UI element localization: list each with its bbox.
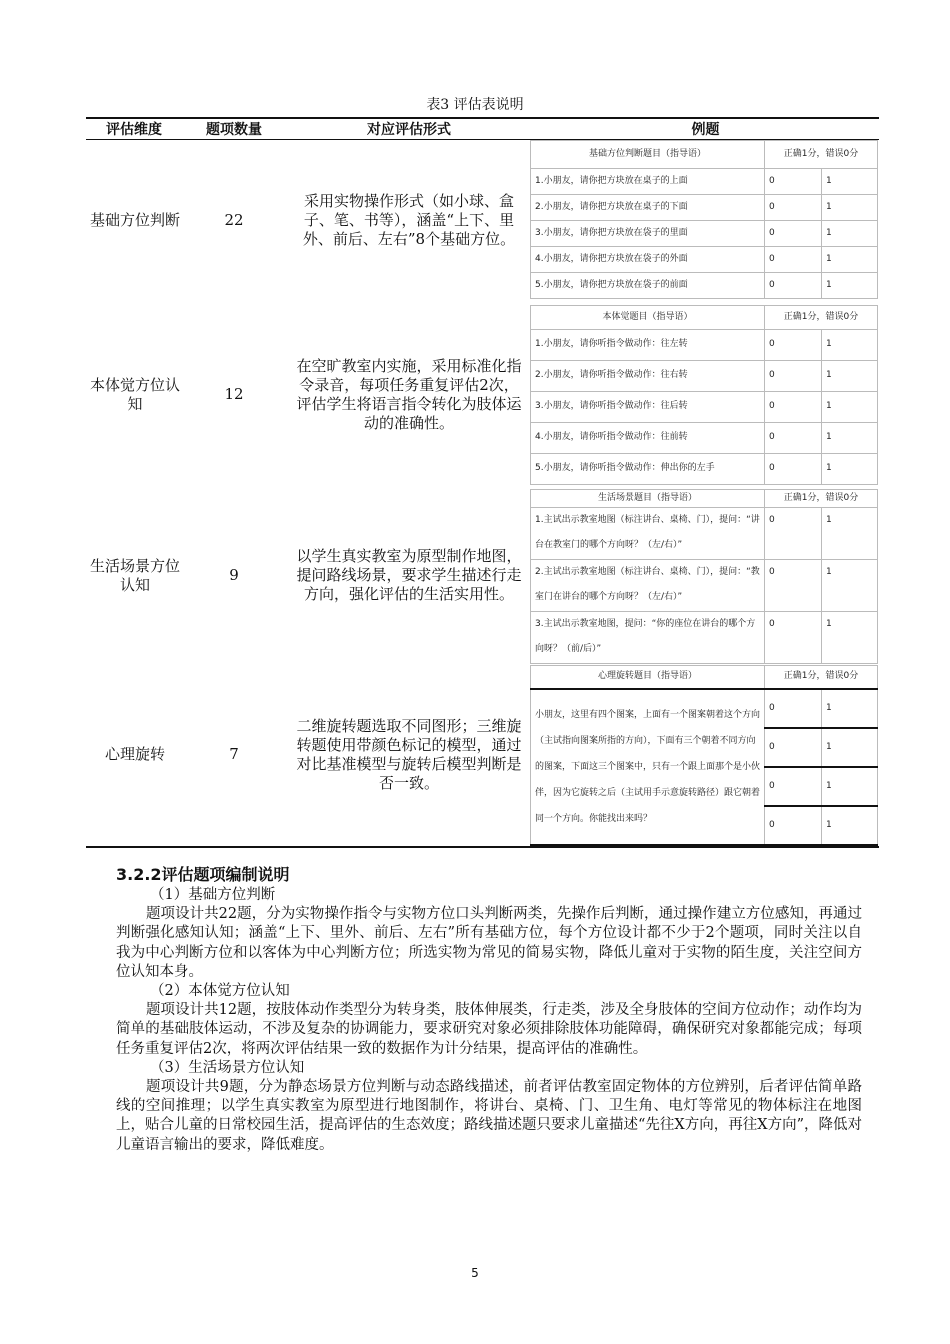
paragraph: 题项设计共12题，按肢体动作类型分为转身类，肢体伸展类，行走类，涉及全身肢体的空间方位动作；动作均为简单的基础肢体运动，不涉及复杂的协调能力，要求研究对象必须排除肢体功能障碍，确保研究对象都能完成；每项任务重复评估2次，将两次评估结果一致的数据作为计分结果，提高评估的准确性。: [116, 1002, 862, 1057]
example-title: 心理旋转题目（指导语）: [531, 665, 765, 689]
form-cell: 二维旋转题选取不同图形；三维旋转题使用带颜色标记的模型，通过对比基准模型与旋转后模型判断是否一致。: [286, 664, 532, 848]
score-zero: 0: [765, 689, 822, 728]
example-title: 基础方位判断题目（指导语）: [531, 141, 765, 169]
example-item: [531, 169, 878, 195]
header-example: 例题: [532, 118, 879, 140]
score-rule: 正确1分，错误0分: [765, 665, 878, 689]
score-one: 1: [822, 689, 878, 728]
example-subtable: [530, 305, 878, 485]
item-text: 3.小朋友，请你听指令做动作：往后转: [531, 391, 765, 422]
example-cell: [532, 488, 879, 664]
score-one: 1: [822, 195, 878, 221]
score-zero: 0: [765, 767, 822, 806]
score-rule: 正确1分，错误0分: [765, 489, 878, 507]
example-item: [531, 422, 878, 453]
item-text: 1.小朋友，请你把方块放在桌子的上面: [531, 169, 765, 195]
item-text: 4.小朋友，请你把方块放在袋子的外面: [531, 247, 765, 273]
example-item: [531, 221, 878, 247]
score-zero: 0: [765, 221, 822, 247]
dimension-cell: 心理旋转: [86, 664, 182, 848]
example-subtable: [530, 665, 878, 847]
example-item: [531, 611, 878, 663]
subsection-title: （2）本体觉方位认知: [150, 983, 290, 1000]
paragraph: 题项设计共22题，分为实物操作指令与实物方位口头判断两类，先操作后判断，通过操作建立方位感知，再通过判断强化感知认知；涵盖“上下、里外、前后、左右”所有基础方位，每个方位设计都不少于2个题项，同时关注以自我为中心判断方位和以客体为中心判断方位；所选实物为常见的简易实物，降低儿童对于实物的陌生度，关注空间方位认知本身。: [116, 906, 862, 980]
score-zero: 0: [765, 360, 822, 391]
form-cell: 在空旷教室内实施，采用标准化指令录音，每项任务重复评估2次，评估学生将语言指令转化为肢体运动的准确性。: [296, 356, 522, 432]
section-heading: 3.2.2评估题项编制说明: [116, 865, 290, 884]
item-text: 5.小朋友，请你把方块放在袋子的前面: [531, 273, 765, 299]
score-zero: 0: [765, 507, 822, 559]
score-one: 1: [822, 391, 878, 422]
score-rule: 正确1分，错误0分: [765, 305, 878, 329]
score-one: 1: [822, 273, 878, 299]
score-one: 1: [822, 169, 878, 195]
dimension-cell: 生活场景方位认知: [90, 556, 181, 594]
score-one: 1: [822, 611, 878, 663]
item-text: 2.主试出示教室地图（标注讲台、桌椅、门），提问：“教室门在讲台的哪个方向呀？（左/右）”: [531, 559, 765, 611]
score-one: 1: [822, 247, 878, 273]
score-one: 1: [822, 422, 878, 453]
item-text: 2.小朋友，请你把方块放在桌子的下面: [531, 195, 765, 221]
score-zero: 0: [765, 169, 822, 195]
count-cell: 22: [224, 211, 244, 230]
form-cell: 以学生真实教室为原型制作地图，提问路线场景，要求学生描述行走方向，强化评估的生活实用性。: [296, 547, 522, 603]
example-item: [531, 453, 878, 484]
score-one: 1: [822, 728, 878, 767]
evaluation-table: [86, 117, 879, 848]
score-one: 1: [822, 360, 878, 391]
score-one: 1: [822, 767, 878, 806]
example-item: [531, 507, 878, 559]
count-cell: 12: [224, 385, 244, 403]
form-cell: 采用实物操作形式（如小球、盒子、笔、书等），涵盖“上下、里外、前后、左右”8个基础方位。: [302, 192, 516, 249]
table-row: [86, 140, 879, 302]
table-row: [86, 302, 879, 488]
score-zero: 0: [765, 611, 822, 663]
score-zero: 0: [765, 728, 822, 767]
table-row: [86, 488, 879, 664]
example-cell: [532, 302, 879, 488]
item-text: 5.小朋友，请你听指令做动作：伸出你的左手: [531, 453, 765, 484]
section-body: [116, 886, 862, 1155]
score-one: 1: [822, 329, 878, 360]
score-one: 1: [822, 806, 878, 845]
score-one: 1: [822, 507, 878, 559]
item-text: 3.小朋友，请你把方块放在袋子的里面: [531, 221, 765, 247]
score-zero: 0: [765, 559, 822, 611]
item-text: 4.小朋友，请你听指令做动作：往前转: [531, 422, 765, 453]
score-zero: 0: [765, 247, 822, 273]
table-header-row: [86, 118, 879, 140]
score-one: 1: [822, 453, 878, 484]
example-item: [531, 195, 878, 221]
instruction-text: 小朋友，这里有四个图案，上面有一个图案朝着这个方向（主试指向图案所指的方向），下面有三个朝着不同方向的图案，下面这三个图案中，只有一个跟上面那个是小伙伴，因为它旋转之后（主试用手示意旋转路径）跟它朝着同一个方向。你能找出来吗？: [531, 689, 765, 845]
table-caption: 表3 评估表说明: [426, 97, 524, 113]
table-row: [86, 664, 879, 848]
score-zero: 0: [765, 422, 822, 453]
dimension-cell: 本体觉方位认知: [90, 375, 181, 413]
example-item: [531, 273, 878, 299]
item-text: 1.主试出示教室地图（标注讲台、桌椅、门），提问：“讲台在教室门的哪个方向呀？（左/右）”: [531, 507, 765, 559]
example-item: [531, 391, 878, 422]
header-count: 题项数量: [182, 118, 286, 140]
example-cell: [532, 664, 879, 848]
dimension-cell: 基础方位判断: [90, 211, 181, 230]
example-subtable: [530, 140, 878, 299]
example-title: 生活场景题目（指导语）: [531, 489, 765, 507]
count-cell: 7: [182, 664, 286, 848]
score-zero: 0: [765, 453, 822, 484]
header-form: 对应评估形式: [286, 118, 532, 140]
example-cell: [532, 140, 879, 302]
item-text: 2.小朋友，请你听指令做动作：往右转: [531, 360, 765, 391]
score-zero: 0: [765, 806, 822, 845]
item-text: 1.小朋友，请你听指令做动作：往左转: [531, 329, 765, 360]
score-one: 1: [822, 559, 878, 611]
example-item: [531, 247, 878, 273]
example-title: 本体觉题目（指导语）: [531, 305, 765, 329]
example-item: [531, 329, 878, 360]
example-item: [531, 360, 878, 391]
item-text: 3.主试出示教室地图，提问：“你的座位在讲台的哪个方向呀？（前/后）”: [531, 611, 765, 663]
subsection-title: （1）基础方位判断: [150, 887, 276, 903]
example-item: [531, 559, 878, 611]
example-subtable: [530, 489, 878, 664]
score-one: 1: [822, 221, 878, 247]
paragraph: 题项设计共9题，分为静态场景方位判断与动态路线描述，前者评估教室固定物体的方位辨别，后者评估简单路线的空间推理；以学生真实教室为原型进行地图制作，将讲台、桌椅、门、卫生角、电灯等常见的物体标注在地图上，贴合儿童的日常校园生活，提高评估的生态效度；路线描述题只要求儿童描述“先往X方向，再往X方向”，降低对儿童语言输出的要求，降低难度。: [116, 1079, 862, 1153]
score-rule: 正确1分，错误0分: [765, 141, 878, 169]
score-zero: 0: [765, 273, 822, 299]
header-dimension: 评估维度: [86, 118, 182, 140]
score-zero: 0: [765, 391, 822, 422]
page-number: 5: [471, 1266, 479, 1280]
count-cell: 9: [229, 566, 239, 584]
score-zero: 0: [765, 329, 822, 360]
score-zero: 0: [765, 195, 822, 221]
subsection-title: （3）生活场景方位认知: [150, 1059, 305, 1076]
